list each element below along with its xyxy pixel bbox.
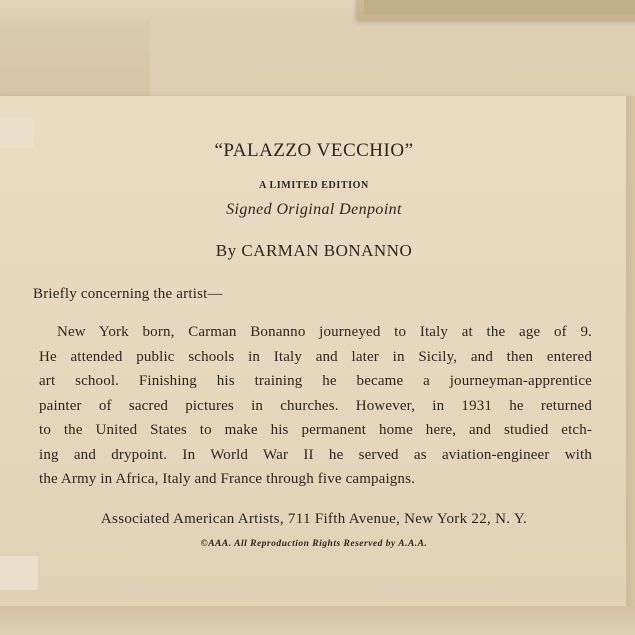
back-card-shadow <box>364 0 635 15</box>
card-text <box>0 96 628 606</box>
artist-byline: By CARMAN BONANNO <box>215 241 413 260</box>
artwork-subtitle: Signed Original Denpoint <box>226 201 402 218</box>
bio-heading: Briefly concerning the artist— <box>33 286 223 302</box>
edition-label: A LIMITED EDITION <box>259 180 369 191</box>
bio-line: ing and drypoint. In World War II he served as aviation-engineer with <box>39 446 592 463</box>
publisher-address: Associated American Artists, 711 Fifth Avenue, New York 22, N. Y. <box>100 511 528 527</box>
folder-flap <box>0 20 150 100</box>
background-bottom <box>0 606 635 635</box>
bio-line: the Army in Africa, Italy and France through five campaigns. <box>39 471 415 487</box>
bio-line: He attended public schools in Italy and later in Sicily, and then entered <box>39 348 592 365</box>
artwork-title: “PALAZZO VECCHIO” <box>214 140 414 161</box>
bio-line: New York born, Carman Bonanno journeyed to Italy at the age of 9. <box>57 324 592 340</box>
copyright-notice: ©AAA. All Reproduction Rights Reserved by A.A.A. <box>200 539 428 549</box>
background-top-strip <box>0 0 360 20</box>
bio-line: to the United States to make his permanent home here, and studied etch- <box>39 422 592 438</box>
artist-biography <box>39 320 592 492</box>
bio-line: painter of sacred pictures in churches. However, in 1931 he returned <box>39 397 592 414</box>
bio-line: art school. Finishing his training he became a journeyman-apprentice <box>39 373 592 389</box>
